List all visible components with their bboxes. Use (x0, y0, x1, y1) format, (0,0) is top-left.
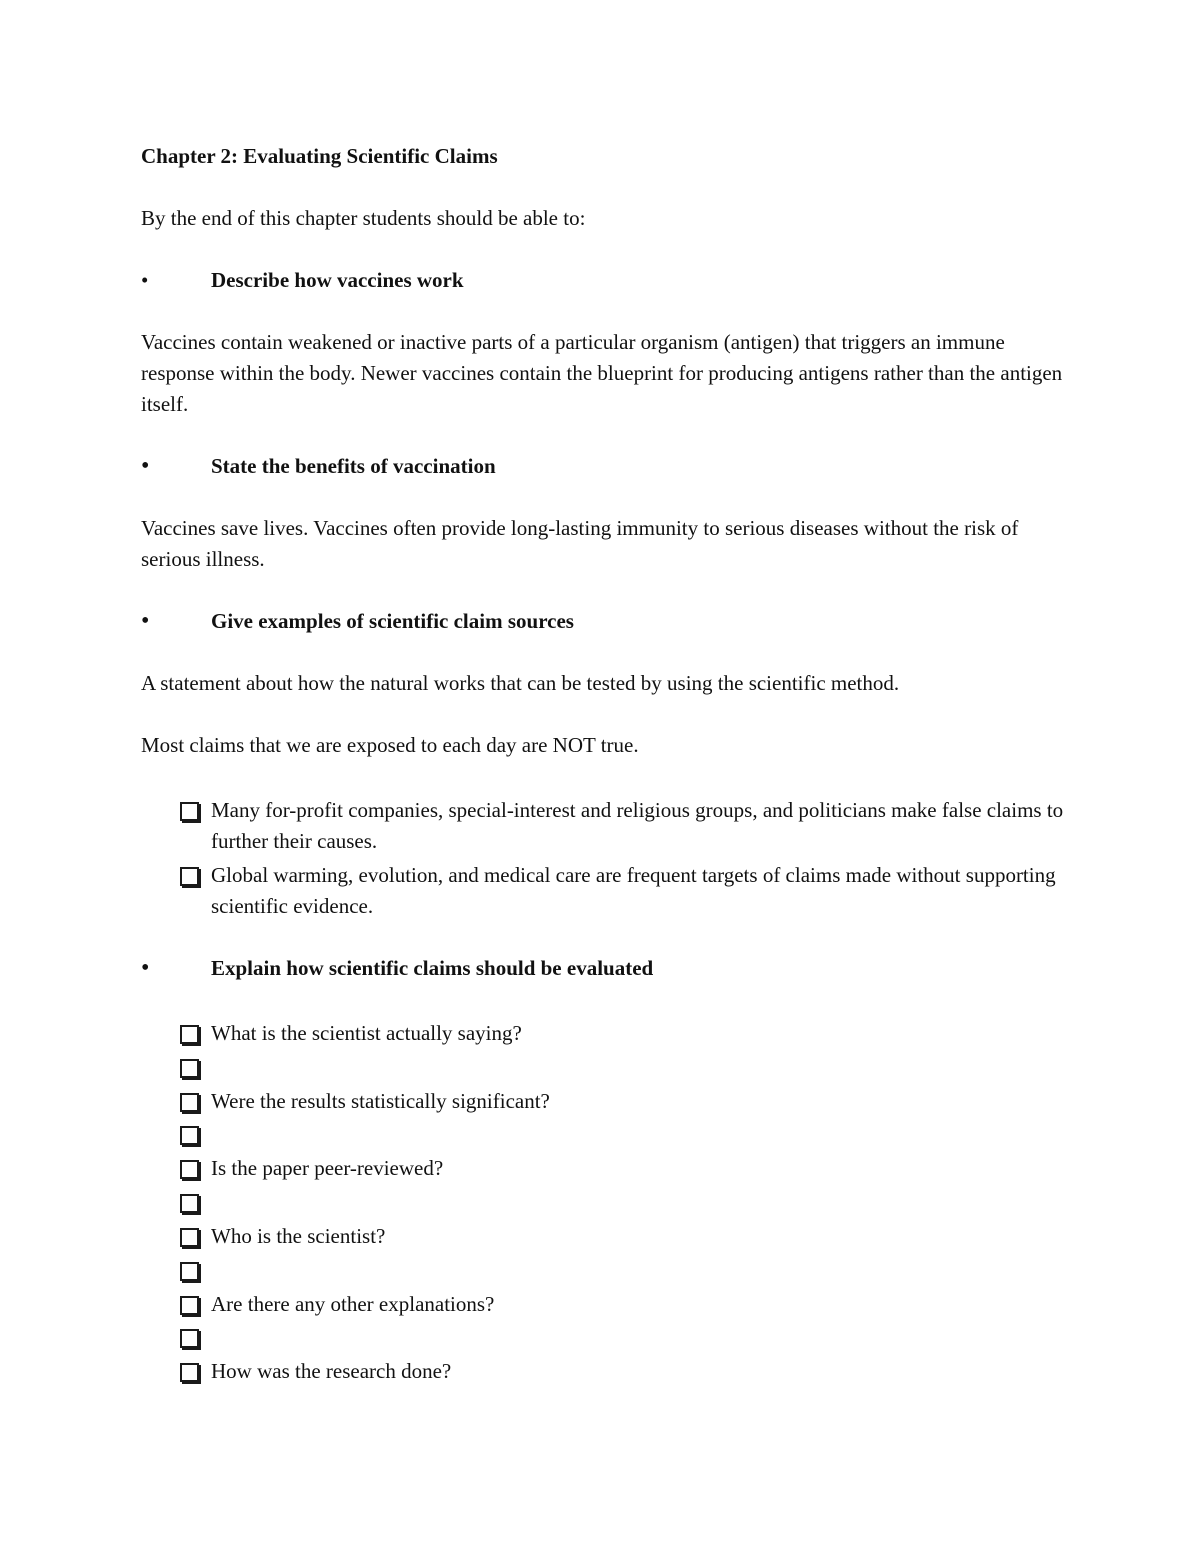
bullet-marker: • (141, 268, 149, 292)
objective-heading: State the benefits of vaccination (211, 454, 496, 478)
checklist-item-text: Many for-profit companies, special-interest and religious groups, and politicians make false claims to further their causes. (211, 798, 1064, 853)
checkbox-icon (180, 1025, 199, 1044)
paragraph: Vaccines contain weakened or inactive parts of a particular organism (antigen) that triggers an immune response within the body. Newer vaccines contain the blueprint for producing antigens rather than the antigen itself. (141, 330, 1063, 416)
checklist-item-text: Is the paper peer-reviewed? (211, 1156, 444, 1180)
checklist-item-text: Are there any other explanations? (211, 1292, 495, 1316)
paragraph: Vaccines save lives. Vaccines often provide long-lasting immunity to serious diseases without the risk of serious illness. (141, 516, 1019, 571)
objective-heading: Describe how vaccines work (211, 268, 464, 292)
checkbox-icon (180, 867, 199, 886)
chapter-title: Chapter 2: Evaluating Scientific Claims (141, 144, 498, 168)
checkbox-icon (180, 1228, 199, 1247)
checkbox-icon (180, 1126, 199, 1145)
checkbox-icon (180, 1262, 199, 1281)
checklist-item-text: Global warming, evolution, and medical care are frequent targets of claims made without supporting scientific evidence. (211, 863, 1056, 918)
checkbox-icon (180, 802, 199, 821)
checklist-item-text: Who is the scientist? (211, 1224, 386, 1248)
checkbox-icon (180, 1059, 199, 1078)
checkbox-icon (180, 1329, 199, 1348)
checklist-item-text: What is the scientist actually saying? (211, 1021, 522, 1045)
checkbox-icon (180, 1194, 199, 1213)
bullet-marker: • (141, 955, 150, 981)
bullet-marker: • (141, 608, 150, 634)
paragraph: Most claims that we are exposed to each day are NOT true. (141, 733, 639, 757)
bullet-marker: • (141, 453, 150, 479)
checklist-item-text: How was the research done? (211, 1359, 452, 1383)
checklist-item-text: Were the results statistically significant? (211, 1089, 550, 1113)
intro-text: By the end of this chapter students should be able to: (141, 206, 586, 230)
paragraph: A statement about how the natural works that can be tested by using the scientific method. (141, 671, 900, 695)
checkbox-icon (180, 1363, 199, 1382)
checkbox-icon (180, 1160, 199, 1179)
checkbox-icon (180, 1296, 199, 1315)
objective-heading: Give examples of scientific claim sources (211, 609, 574, 633)
checkbox-icon (180, 1093, 199, 1112)
objective-heading: Explain how scientific claims should be evaluated (211, 956, 654, 980)
